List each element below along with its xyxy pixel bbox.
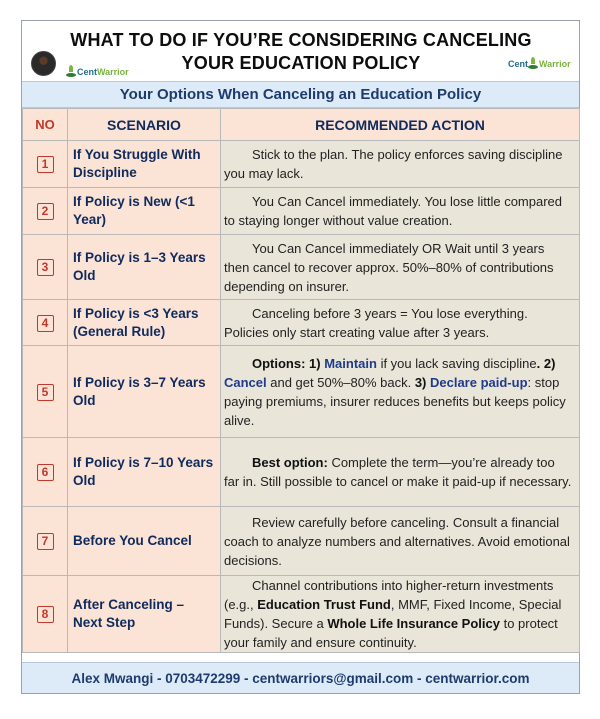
scenario-cell: If Policy is 1–3 Years Old (68, 235, 221, 300)
recommended-action-cell (221, 346, 580, 438)
scenario-cell: After Canceling – Next Step (68, 576, 221, 653)
scenario-cell: If Policy is 3–7 Years Old (68, 346, 221, 438)
options-table (22, 108, 580, 653)
infographic-frame (21, 20, 580, 694)
table-row (23, 576, 580, 653)
action-text-segment: 3) (414, 374, 430, 390)
footer-contact: Alex Mwangi - 0703472299 - centwarriors@gmail.com - centwarrior.com (22, 662, 579, 693)
cent-warrior-logo-right (508, 57, 571, 69)
scenario-cell: If You Struggle With Discipline (68, 141, 221, 188)
action-text-segment: Review carefully before canceling. Consult a financial coach to analyze numbers and alternatives. Avoid emotional decisions. (224, 514, 570, 568)
row-number-badge: 8 (37, 606, 54, 623)
recommended-action-cell (221, 438, 580, 507)
scenario-cell: If Policy is 7–10 Years Old (68, 438, 221, 507)
row-number-cell (23, 141, 68, 188)
header-scenario: SCENARIO (68, 109, 221, 141)
action-text-segment: You Can Cancel immediately. You lose little compared to staying longer without value creation. (224, 194, 563, 228)
logo-leaf-icon (528, 57, 538, 69)
action-text-segment: to protect your family and ensure continuity. (224, 616, 558, 650)
action-text-segment: Best option: (252, 455, 328, 470)
recommended-action-cell (221, 235, 580, 300)
page-title: WHAT TO DO IF YOU’RE CONSIDERING CANCELING YOUR EDUCATION POLICY (70, 30, 532, 73)
action-text-segment: Cancel (224, 374, 267, 390)
logo-text-part1: Cent (77, 67, 97, 77)
action-text-segment: . 2) (536, 355, 556, 371)
row-number-badge: 5 (37, 384, 54, 401)
logo-text-part2: Warrior (539, 59, 571, 69)
scenario-cell: If Policy is <3 Years (General Rule) (68, 300, 221, 346)
action-text-segment: if you lack saving discipline (376, 355, 537, 371)
row-number-badge: 4 (37, 315, 54, 332)
row-number-cell (23, 438, 68, 507)
header-action: RECOMMENDED ACTION (221, 109, 580, 141)
action-text-segment: You Can Cancel immediately OR Wait until 3 years then cancel to recover approx. 50%–80% of contributions depending on insurer. (224, 240, 554, 294)
row-number-cell (23, 235, 68, 300)
table-row (23, 507, 580, 576)
table-body (23, 141, 580, 653)
header (22, 21, 579, 81)
recommended-action-cell (221, 300, 580, 346)
table-row (23, 438, 580, 507)
action-text-segment: Stick to the plan. The policy enforces saving discipline you may lack. (224, 147, 563, 181)
row-number-badge: 3 (37, 259, 54, 276)
row-number-badge: 1 (37, 156, 54, 173)
row-number-cell (23, 576, 68, 653)
recommended-action-cell (221, 141, 580, 188)
action-text-segment: : stop paying premiums, insurer reduces benefits but keeps policy alive. (224, 374, 566, 428)
table-row (23, 188, 580, 235)
action-text-segment: , MMF, Fixed Income, Special Funds). Secure a (224, 597, 562, 631)
action-text-segment: Complete the term—you’re already too far in. Still possible to cancel or make it paid-up if necessary. (224, 455, 572, 489)
scenario-cell: If Policy is New (<1 Year) (68, 188, 221, 235)
action-text-segment: Options: (252, 355, 310, 371)
row-number-badge: 2 (37, 203, 54, 220)
row-number-badge: 6 (37, 464, 54, 481)
scenario-cell: Before You Cancel (68, 507, 221, 576)
row-number-cell (23, 188, 68, 235)
recommended-action-cell (221, 188, 580, 235)
row-number-cell (23, 346, 68, 438)
row-number-cell (23, 300, 68, 346)
logo-text-part2: Warrior (97, 67, 129, 77)
logo-text-part1: Cent (508, 59, 528, 69)
row-number-badge: 7 (37, 533, 54, 550)
action-text-segment: 1) (309, 355, 325, 371)
action-text-segment: Maintain (324, 355, 377, 371)
table-row (23, 235, 580, 300)
table-row (23, 141, 580, 188)
table-row (23, 346, 580, 438)
section-subtitle: Your Options When Canceling an Education Policy (22, 81, 579, 108)
action-text-segment: Canceling before 3 years = You lose everything. Policies only start creating value after 3 years. (224, 305, 528, 340)
action-text-segment: Whole Life Insurance Policy (327, 616, 500, 631)
action-text-segment: Channel contributions into higher-return investments (e.g., (224, 578, 554, 612)
action-text-segment: and get 50%–80% back. (266, 374, 415, 390)
table-header-row (23, 109, 580, 141)
action-text-segment: Education Trust Fund (257, 597, 391, 612)
recommended-action-cell (221, 507, 580, 576)
action-text-segment: Declare paid-up (429, 374, 528, 390)
header-no: NO (23, 109, 68, 141)
table-row (23, 300, 580, 346)
recommended-action-cell (221, 576, 580, 653)
row-number-cell (23, 507, 68, 576)
